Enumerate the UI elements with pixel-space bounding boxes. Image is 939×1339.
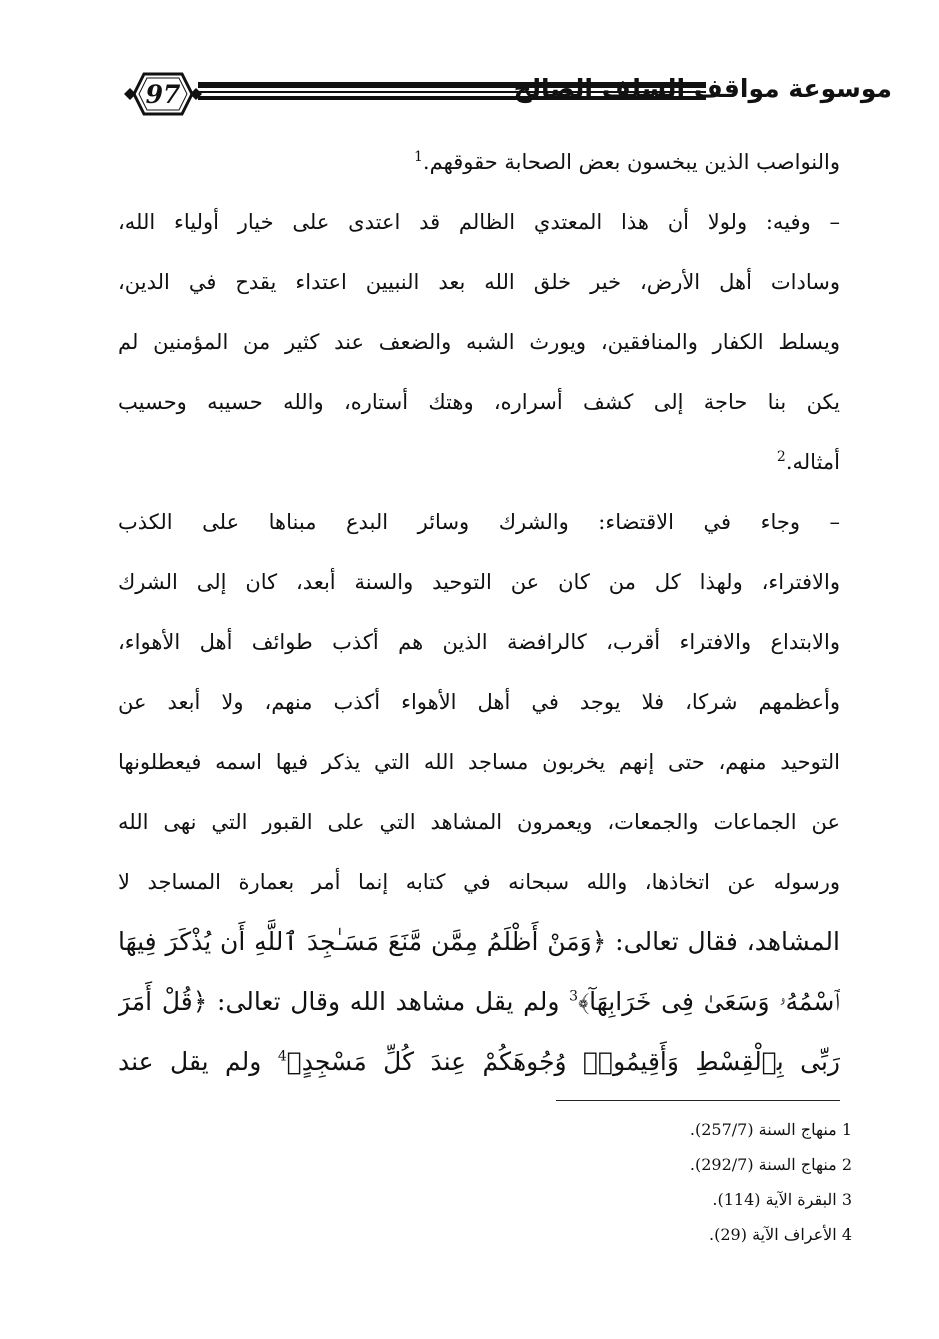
- footnote-reference: 2: [776, 449, 786, 465]
- text-line: [118, 552, 840, 612]
- text-segment: ولم يقل مشاهد الله وقال تعالى: ﴿قُلْ أَمَرَ: [118, 987, 570, 1016]
- footnote: 2 منهاج السنة (292/7).: [689, 1155, 852, 1174]
- text-line: [118, 132, 840, 192]
- page-header: [112, 58, 892, 128]
- text-line: [118, 912, 840, 972]
- text-line: [118, 312, 840, 372]
- text-line: [118, 672, 840, 732]
- text-segment: والافتراء، ولهذا كل من كان عن التوحيد والسنة أبعد، كان إلى الشرك: [118, 570, 840, 594]
- text-line: [118, 1032, 840, 1092]
- footnote-reference: 3: [569, 988, 579, 1005]
- page-number-badge: [124, 68, 202, 120]
- text-line: [118, 852, 840, 912]
- text-line: [118, 432, 840, 492]
- text-line: [118, 252, 840, 312]
- text-segment: ورسوله عن اتخاذها، والله سبحانه في كتابه إنما أمر بعمارة المساجد لا: [118, 870, 840, 894]
- footnote-reference: 1: [414, 149, 423, 165]
- text-line: [118, 612, 840, 672]
- text-line: [118, 192, 840, 252]
- footnote: 4 الأعراف الآية (29).: [709, 1225, 852, 1244]
- text-line: [118, 492, 840, 552]
- text-line: [118, 972, 840, 1032]
- text-segment: ٱسْمُهُۥ وَسَعَىٰ فِى خَرَابِهَآ﴾: [578, 987, 840, 1016]
- text-segment: ويسلط الكفار والمنافقين، ويورث الشبه والضعف عند كثير من المؤمنين لم: [118, 330, 840, 354]
- body-text: [118, 132, 840, 1092]
- footnotes: [480, 1112, 852, 1252]
- text-segment: التوحيد منهم، حتى إنهم يخربون مساجد الله التي يذكر فيها اسمه فيعطلونها: [118, 750, 840, 774]
- text-segment: المشاهد، فقال تعالى: ﴿وَمَنْ أَظْلَمُ مِمَّن مَّنَعَ مَسَـٰجِدَ ٱللَّهِ أَن يُذْكَرَ فِيهَا: [118, 927, 840, 956]
- footnote-reference: 4: [277, 1048, 287, 1065]
- text-line: [118, 732, 840, 792]
- page-number: 97: [145, 79, 181, 109]
- text-segment: والابتداع والافتراء أقرب، كالرافضة الذين هم أكذب طوائف أهل الأهواء،: [118, 630, 840, 654]
- text-segment: رَبِّى بِٱلْقِسْطِ وَأَقِيمُوا۟ وُجُوهَكُمْ عِندَ كُلِّ مَسْجِدٍ﴾: [286, 1047, 840, 1076]
- footnote-separator: [556, 1100, 840, 1101]
- text-segment: عن الجماعات والجمعات، ويعمرون المشاهد التي على القبور التي نهى الله: [118, 810, 840, 834]
- footnote: 1 منهاج السنة (257/7).: [689, 1120, 852, 1139]
- text-line: [118, 372, 840, 432]
- book-title: موسوعة مواقف السلف الصالح: [513, 74, 892, 103]
- text-segment: أمثاله.: [785, 450, 840, 474]
- text-segment: وأعظمهم شركا، فلا يوجد في أهل الأهواء أكذب منهم، ولا أبعد عن: [118, 690, 840, 714]
- text-segment: والنواصب الذين يبخسون بعض الصحابة حقوقهم.: [422, 150, 840, 174]
- text-segment: – وجاء في الاقتضاء: والشرك وسائر البدع مبناها على الكذب: [118, 510, 840, 534]
- text-segment: ولم يقل عند: [118, 1047, 278, 1076]
- text-segment: وسادات أهل الأرض، خير خلق الله بعد النبيين اعتداء يقدح في الدين،: [118, 270, 840, 294]
- footnote: 3 البقرة الآية (114).: [712, 1190, 852, 1209]
- text-line: [118, 792, 840, 852]
- text-segment: – وفيه: ولولا أن هذا المعتدي الظالم قد اعتدى على خيار أولياء الله،: [118, 210, 840, 234]
- text-segment: يكن بنا حاجة إلى كشف أسراره، وهتك أستاره، والله حسيبه وحسيب: [118, 390, 840, 414]
